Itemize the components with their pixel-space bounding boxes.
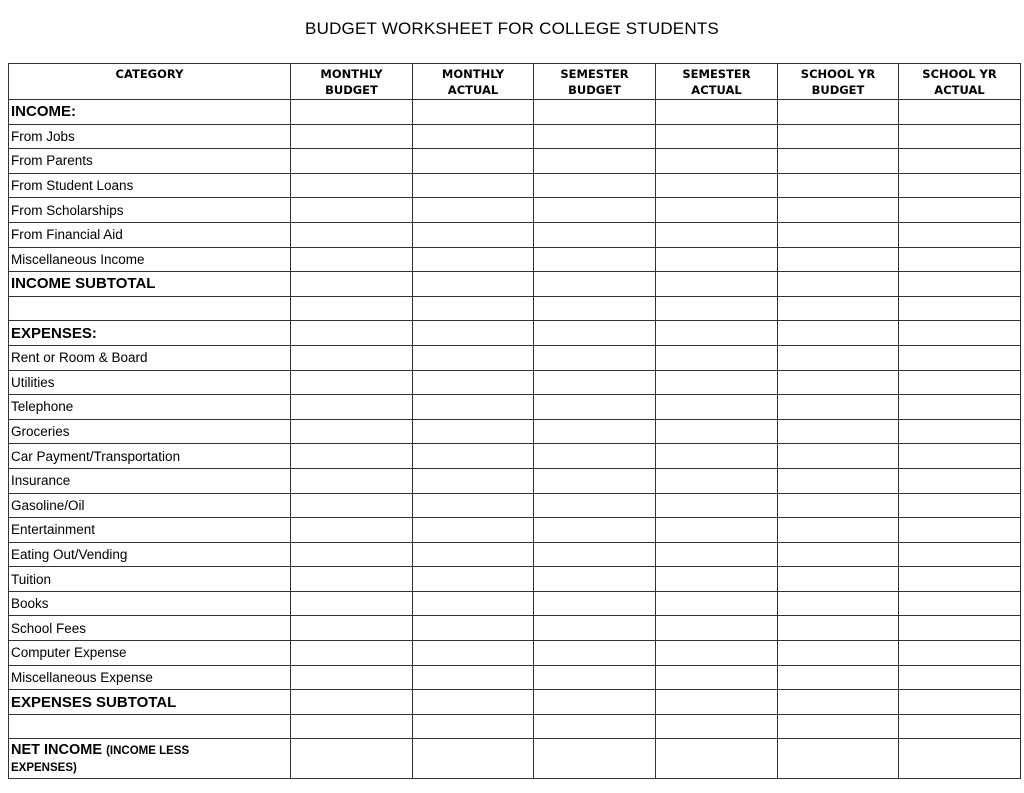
school-yr-actual-cell[interactable] <box>899 222 1021 247</box>
monthly-actual-cell[interactable] <box>413 616 534 641</box>
semester-actual-cell[interactable] <box>656 149 778 174</box>
school-yr-actual-cell[interactable] <box>899 690 1021 715</box>
semester-actual-cell[interactable] <box>656 542 778 567</box>
semester-budget-cell[interactable] <box>534 198 656 223</box>
monthly-budget-cell[interactable] <box>291 272 413 297</box>
category-label: Groceries <box>9 419 291 444</box>
table-row <box>9 567 1021 592</box>
category-label: Gasoline/Oil <box>9 493 291 518</box>
category-label: Miscellaneous Expense <box>9 665 291 690</box>
school-yr-actual-cell[interactable] <box>899 591 1021 616</box>
table-row <box>9 542 1021 567</box>
school-yr-actual-cell[interactable] <box>899 714 1021 739</box>
school-yr-budget-cell[interactable] <box>778 542 899 567</box>
monthly-actual-cell[interactable] <box>413 419 534 444</box>
category-label <box>9 296 291 321</box>
monthly-budget-cell[interactable] <box>291 149 413 174</box>
worksheet-title: BUDGET WORKSHEET FOR COLLEGE STUDENTS <box>305 19 719 38</box>
school-yr-budget-cell[interactable] <box>778 714 899 739</box>
semester-actual-cell[interactable] <box>656 444 778 469</box>
table-row <box>9 591 1021 616</box>
semester-budget-cell[interactable] <box>534 542 656 567</box>
semester-actual-cell[interactable] <box>656 419 778 444</box>
monthly-budget-cell[interactable] <box>291 395 413 420</box>
monthly-actual-cell[interactable] <box>413 518 534 543</box>
net-income-note: (INCOME LESS <box>106 745 190 758</box>
school-yr-budget-cell[interactable] <box>778 222 899 247</box>
monthly-budget-cell[interactable] <box>291 345 413 370</box>
monthly-actual-cell[interactable] <box>413 222 534 247</box>
category-label: From Jobs <box>9 124 291 149</box>
school-yr-actual-cell[interactable] <box>899 518 1021 543</box>
net-income-row <box>9 739 1021 779</box>
school-yr-budget-cell[interactable] <box>778 296 899 321</box>
table-row <box>9 124 1021 149</box>
school-yr-actual-cell[interactable] <box>899 272 1021 297</box>
monthly-budget-cell[interactable] <box>291 296 413 321</box>
table-row <box>9 222 1021 247</box>
school-yr-actual-cell[interactable] <box>899 149 1021 174</box>
category-label: INCOME: <box>9 100 291 125</box>
category-label: Car Payment/Transportation <box>9 444 291 469</box>
semester-budget-cell[interactable] <box>534 616 656 641</box>
net-income-note-cont: EXPENSES) <box>11 762 77 775</box>
semester-actual-cell[interactable] <box>656 272 778 297</box>
column-header-monthly-budget: MONTHLY BUDGET <box>291 64 413 100</box>
column-header-school-yr-actual: SCHOOL YR ACTUAL <box>899 64 1021 100</box>
category-label: EXPENSES: <box>9 321 291 346</box>
table-row <box>9 616 1021 641</box>
school-yr-budget-cell[interactable] <box>778 616 899 641</box>
table-row <box>9 247 1021 272</box>
school-yr-actual-cell[interactable] <box>899 493 1021 518</box>
monthly-budget-cell[interactable] <box>291 444 413 469</box>
semester-budget-cell[interactable] <box>534 591 656 616</box>
category-label: Entertainment <box>9 518 291 543</box>
monthly-budget-cell[interactable] <box>291 468 413 493</box>
school-yr-actual-cell[interactable] <box>899 567 1021 592</box>
monthly-budget-cell[interactable] <box>291 567 413 592</box>
column-header-semester-actual: SEMESTER ACTUAL <box>656 64 778 100</box>
monthly-actual-cell[interactable] <box>413 321 534 346</box>
category-label: Insurance <box>9 468 291 493</box>
table-row <box>9 345 1021 370</box>
table-row <box>9 149 1021 174</box>
school-yr-budget-cell[interactable] <box>778 591 899 616</box>
monthly-budget-cell[interactable] <box>291 518 413 543</box>
category-label: Tuition <box>9 567 291 592</box>
semester-budget-cell[interactable] <box>534 345 656 370</box>
table-row <box>9 444 1021 469</box>
school-yr-actual-cell[interactable] <box>899 419 1021 444</box>
semester-budget-cell[interactable] <box>534 321 656 346</box>
monthly-actual-cell[interactable] <box>413 247 534 272</box>
school-yr-budget-cell[interactable] <box>778 100 899 125</box>
category-label <box>9 714 291 739</box>
monthly-actual-cell[interactable] <box>413 444 534 469</box>
school-yr-budget-cell[interactable] <box>778 124 899 149</box>
school-yr-actual-cell[interactable] <box>899 665 1021 690</box>
semester-actual-cell[interactable] <box>656 124 778 149</box>
monthly-budget-cell[interactable] <box>291 321 413 346</box>
semester-actual-cell[interactable] <box>656 321 778 346</box>
school-yr-actual-cell[interactable] <box>899 641 1021 666</box>
monthly-budget-cell[interactable] <box>291 542 413 567</box>
school-yr-budget-cell[interactable] <box>778 641 899 666</box>
monthly-budget-cell[interactable] <box>291 247 413 272</box>
school-yr-budget-cell[interactable] <box>778 444 899 469</box>
table-row <box>9 419 1021 444</box>
semester-actual-cell[interactable] <box>656 493 778 518</box>
monthly-budget-cell[interactable] <box>291 690 413 715</box>
monthly-budget-cell[interactable] <box>291 100 413 125</box>
monthly-actual-cell[interactable] <box>413 468 534 493</box>
semester-actual-cell[interactable] <box>656 690 778 715</box>
semester-budget-cell[interactable] <box>534 518 656 543</box>
blank-row <box>9 296 1021 321</box>
school-yr-budget-cell[interactable] <box>778 149 899 174</box>
school-yr-budget-cell[interactable] <box>778 567 899 592</box>
school-yr-budget-cell[interactable] <box>778 247 899 272</box>
school-yr-budget-cell[interactable] <box>778 321 899 346</box>
monthly-actual-cell[interactable] <box>413 542 534 567</box>
school-yr-actual-cell[interactable] <box>899 198 1021 223</box>
monthly-budget-cell[interactable] <box>291 198 413 223</box>
semester-budget-cell[interactable] <box>534 665 656 690</box>
monthly-actual-cell[interactable] <box>413 198 534 223</box>
school-yr-actual-cell[interactable] <box>899 468 1021 493</box>
category-label: Eating Out/Vending <box>9 542 291 567</box>
category-label: EXPENSES SUBTOTAL <box>9 690 291 715</box>
semester-actual-cell[interactable] <box>656 198 778 223</box>
category-label: Utilities <box>9 370 291 395</box>
semester-actual-cell[interactable] <box>656 345 778 370</box>
school-yr-actual-cell[interactable] <box>899 100 1021 125</box>
table-row <box>9 395 1021 420</box>
semester-budget-cell[interactable] <box>534 222 656 247</box>
school-yr-budget-cell[interactable] <box>778 739 899 779</box>
semester-actual-cell[interactable] <box>656 641 778 666</box>
monthly-budget-cell[interactable] <box>291 419 413 444</box>
monthly-budget-cell[interactable] <box>291 493 413 518</box>
school-yr-actual-cell[interactable] <box>899 444 1021 469</box>
semester-budget-cell[interactable] <box>534 296 656 321</box>
semester-budget-cell[interactable] <box>534 100 656 125</box>
net-income-title: NET INCOME <box>11 742 103 759</box>
monthly-actual-cell[interactable] <box>413 272 534 297</box>
monthly-actual-cell[interactable] <box>413 395 534 420</box>
school-yr-actual-cell[interactable] <box>899 395 1021 420</box>
monthly-actual-cell[interactable] <box>413 370 534 395</box>
category-label: From Student Loans <box>9 173 291 198</box>
semester-budget-cell[interactable] <box>534 714 656 739</box>
school-yr-budget-cell[interactable] <box>778 173 899 198</box>
school-yr-actual-cell[interactable] <box>899 739 1021 779</box>
school-yr-budget-cell[interactable] <box>778 493 899 518</box>
semester-actual-cell[interactable] <box>656 739 778 779</box>
monthly-budget-cell[interactable] <box>291 370 413 395</box>
monthly-budget-cell[interactable] <box>291 641 413 666</box>
semester-actual-cell[interactable] <box>656 100 778 125</box>
net-income-label <box>9 739 291 779</box>
column-header-semester-budget: SEMESTER BUDGET <box>534 64 656 100</box>
semester-budget-cell[interactable] <box>534 567 656 592</box>
semester-actual-cell[interactable] <box>656 296 778 321</box>
category-label: Books <box>9 591 291 616</box>
semester-budget-cell[interactable] <box>534 468 656 493</box>
school-yr-budget-cell[interactable] <box>778 198 899 223</box>
semester-actual-cell[interactable] <box>656 616 778 641</box>
semester-actual-cell[interactable] <box>656 665 778 690</box>
monthly-budget-cell[interactable] <box>291 739 413 779</box>
monthly-actual-cell[interactable] <box>413 591 534 616</box>
semester-actual-cell[interactable] <box>656 173 778 198</box>
semester-actual-cell[interactable] <box>656 591 778 616</box>
monthly-actual-cell[interactable] <box>413 124 534 149</box>
table-row <box>9 198 1021 223</box>
semester-budget-cell[interactable] <box>534 395 656 420</box>
school-yr-budget-cell[interactable] <box>778 665 899 690</box>
monthly-actual-cell[interactable] <box>413 493 534 518</box>
monthly-actual-cell[interactable] <box>413 665 534 690</box>
monthly-actual-cell[interactable] <box>413 345 534 370</box>
category-label: Rent or Room & Board <box>9 345 291 370</box>
school-yr-budget-cell[interactable] <box>778 468 899 493</box>
school-yr-actual-cell[interactable] <box>899 616 1021 641</box>
budget-table <box>8 63 1021 779</box>
school-yr-actual-cell[interactable] <box>899 124 1021 149</box>
semester-budget-cell[interactable] <box>534 173 656 198</box>
school-yr-actual-cell[interactable] <box>899 321 1021 346</box>
monthly-budget-cell[interactable] <box>291 665 413 690</box>
header-row <box>9 64 1021 100</box>
school-yr-budget-cell[interactable] <box>778 690 899 715</box>
school-yr-budget-cell[interactable] <box>778 370 899 395</box>
semester-actual-cell[interactable] <box>656 468 778 493</box>
semester-actual-cell[interactable] <box>656 247 778 272</box>
school-yr-actual-cell[interactable] <box>899 345 1021 370</box>
table-row <box>9 665 1021 690</box>
school-yr-actual-cell[interactable] <box>899 370 1021 395</box>
category-label: From Scholarships <box>9 198 291 223</box>
semester-budget-cell[interactable] <box>534 272 656 297</box>
school-yr-actual-cell[interactable] <box>899 173 1021 198</box>
column-header-school-yr-budget: SCHOOL YR BUDGET <box>778 64 899 100</box>
section-row <box>9 272 1021 297</box>
school-yr-budget-cell[interactable] <box>778 518 899 543</box>
monthly-budget-cell[interactable] <box>291 173 413 198</box>
monthly-budget-cell[interactable] <box>291 124 413 149</box>
monthly-budget-cell[interactable] <box>291 616 413 641</box>
school-yr-budget-cell[interactable] <box>778 419 899 444</box>
monthly-actual-cell[interactable] <box>413 296 534 321</box>
table-row <box>9 173 1021 198</box>
section-row <box>9 690 1021 715</box>
semester-budget-cell[interactable] <box>534 370 656 395</box>
category-label: Computer Expense <box>9 641 291 666</box>
semester-actual-cell[interactable] <box>656 370 778 395</box>
table-row <box>9 468 1021 493</box>
monthly-budget-cell[interactable] <box>291 222 413 247</box>
monthly-actual-cell[interactable] <box>413 641 534 666</box>
category-label: From Parents <box>9 149 291 174</box>
school-yr-actual-cell[interactable] <box>899 296 1021 321</box>
section-row <box>9 100 1021 125</box>
monthly-actual-cell[interactable] <box>413 149 534 174</box>
monthly-budget-cell[interactable] <box>291 591 413 616</box>
semester-budget-cell[interactable] <box>534 690 656 715</box>
semester-budget-cell[interactable] <box>534 444 656 469</box>
table-row <box>9 370 1021 395</box>
school-yr-budget-cell[interactable] <box>778 395 899 420</box>
semester-actual-cell[interactable] <box>656 395 778 420</box>
monthly-actual-cell[interactable] <box>413 739 534 779</box>
table-row <box>9 641 1021 666</box>
category-label: INCOME SUBTOTAL <box>9 272 291 297</box>
monthly-budget-cell[interactable] <box>291 714 413 739</box>
section-row <box>9 321 1021 346</box>
semester-actual-cell[interactable] <box>656 714 778 739</box>
monthly-actual-cell[interactable] <box>413 567 534 592</box>
monthly-actual-cell[interactable] <box>413 100 534 125</box>
school-yr-actual-cell[interactable] <box>899 247 1021 272</box>
category-label: School Fees <box>9 616 291 641</box>
blank-row <box>9 714 1021 739</box>
table-row <box>9 518 1021 543</box>
table-row <box>9 493 1021 518</box>
category-label: From Financial Aid <box>9 222 291 247</box>
semester-budget-cell[interactable] <box>534 739 656 779</box>
category-label: Telephone <box>9 395 291 420</box>
monthly-actual-cell[interactable] <box>413 690 534 715</box>
semester-budget-cell[interactable] <box>534 641 656 666</box>
semester-actual-cell[interactable] <box>656 222 778 247</box>
semester-actual-cell[interactable] <box>656 567 778 592</box>
column-header-monthly-actual: MONTHLY ACTUAL <box>413 64 534 100</box>
semester-actual-cell[interactable] <box>656 518 778 543</box>
semester-budget-cell[interactable] <box>534 247 656 272</box>
monthly-actual-cell[interactable] <box>413 173 534 198</box>
semester-budget-cell[interactable] <box>534 124 656 149</box>
school-yr-budget-cell[interactable] <box>778 272 899 297</box>
semester-budget-cell[interactable] <box>534 419 656 444</box>
semester-budget-cell[interactable] <box>534 493 656 518</box>
column-header-category: CATEGORY <box>9 64 291 100</box>
category-label: Miscellaneous Income <box>9 247 291 272</box>
school-yr-actual-cell[interactable] <box>899 542 1021 567</box>
school-yr-budget-cell[interactable] <box>778 345 899 370</box>
monthly-actual-cell[interactable] <box>413 714 534 739</box>
semester-budget-cell[interactable] <box>534 149 656 174</box>
